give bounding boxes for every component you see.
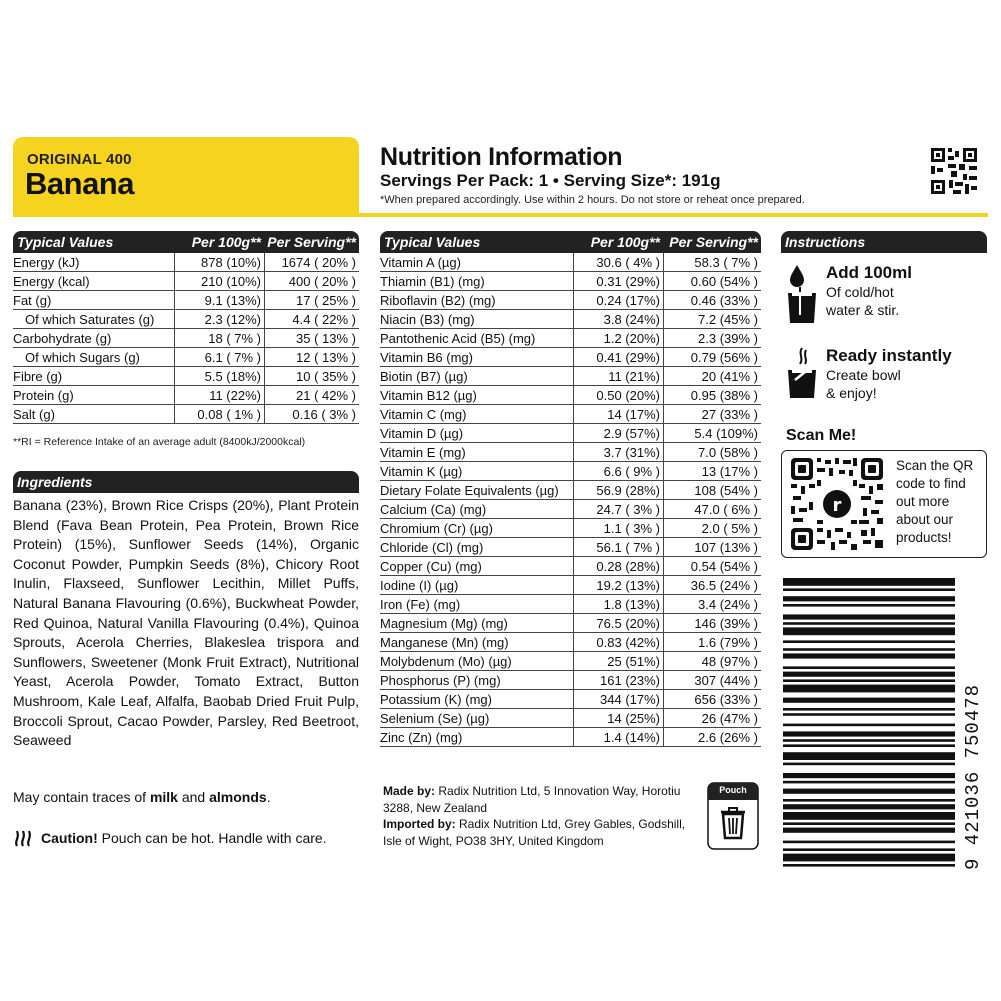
traces-suffix: .	[266, 789, 271, 805]
barcode-bar	[783, 789, 955, 794]
macro-table-row	[13, 405, 359, 424]
micro-table-header	[380, 231, 761, 253]
value-per-100g: 0.28 (28%)	[573, 557, 663, 575]
value-per-serving: 108 (54% )	[663, 481, 761, 499]
header-per-serving: Per Serving**	[267, 234, 356, 250]
macro-nutrition-table	[13, 231, 359, 424]
value-per-serving: 13 (17% )	[663, 462, 761, 480]
barcode-bar	[783, 752, 955, 760]
barcode-bar	[783, 627, 955, 635]
micro-table-body	[380, 253, 761, 747]
micro-table-row	[380, 709, 761, 728]
barcode-bar	[783, 781, 955, 784]
macro-table-row	[13, 329, 359, 348]
nutrient-name: Iron (Fe) (mg)	[380, 596, 461, 612]
nutrient-name: Fibre (g)	[13, 368, 63, 384]
micro-table-row	[380, 424, 761, 443]
micro-table-row	[380, 443, 761, 462]
value-per-serving: 1.6 (79% )	[663, 633, 761, 651]
nutrient-name: Selenium (Se) (µg)	[380, 710, 490, 726]
value-per-serving: 36.5 (24% )	[663, 576, 761, 594]
barcode-bar	[783, 731, 955, 736]
micro-table-row	[380, 405, 761, 424]
micro-table-row	[380, 538, 761, 557]
value-per-100g: 2.9 (57%)	[573, 424, 663, 442]
value-per-serving: 656 (33% )	[663, 690, 761, 708]
value-per-100g: 3.8 (24%)	[573, 310, 663, 328]
value-per-100g: 344 (17%)	[573, 690, 663, 708]
barcode-bar	[783, 679, 955, 682]
nutrient-name: Pantothenic Acid (B5) (mg)	[380, 330, 536, 346]
macro-table-row	[13, 291, 359, 310]
value-per-100g: 18 ( 7% )	[174, 329, 264, 347]
value-per-serving: 48 (97% )	[663, 652, 761, 670]
barcode-bar	[783, 666, 955, 669]
nutrient-name: Molybdenum (Mo) (µg)	[380, 653, 512, 669]
value-per-100g: 11 (21%)	[573, 367, 663, 385]
value-per-100g: 14 (17%)	[573, 405, 663, 423]
value-per-100g: 56.9 (28%)	[573, 481, 663, 499]
nutrient-name: Fat (g)	[13, 292, 52, 308]
value-per-serving: 0.16 ( 3% )	[264, 405, 359, 423]
allergen-traces	[13, 789, 271, 805]
step2-title: Ready instantly	[826, 346, 952, 365]
water-drop-cup-icon	[786, 263, 818, 327]
value-per-100g: 76.5 (20%)	[573, 614, 663, 632]
nutrient-name: Zinc (Zn) (mg)	[380, 729, 463, 745]
barcode-bar	[783, 799, 955, 802]
value-per-100g: 0.50 (20%)	[573, 386, 663, 404]
value-per-serving: 21 ( 42% )	[264, 386, 359, 404]
macro-table-row	[13, 348, 359, 367]
traces-and: and	[177, 789, 210, 805]
barcode-bar	[783, 744, 955, 747]
micro-table-row	[380, 652, 761, 671]
nutrient-name: Of which Saturates (g)	[25, 311, 155, 327]
barcode-bar	[783, 763, 955, 766]
value-per-100g: 161 (23%)	[573, 671, 663, 689]
nutrient-name: Vitamin D (µg)	[380, 425, 464, 441]
value-per-serving: 27 (33% )	[663, 405, 761, 423]
value-per-100g: 1.1 ( 3% )	[573, 519, 663, 537]
ingredients-header	[13, 471, 359, 493]
step1-desc-line1: Of cold/hot	[826, 284, 894, 300]
traces-prefix: May contain traces of	[13, 789, 150, 805]
qr-code-icon	[931, 148, 977, 194]
micro-table-row	[380, 614, 761, 633]
micro-table-row	[380, 253, 761, 272]
micro-table-row	[380, 310, 761, 329]
macro-table-header	[13, 231, 359, 253]
nutrient-name: Manganese (Mn) (mg)	[380, 634, 509, 650]
barcode-bar	[783, 822, 955, 825]
barcode-bar	[783, 614, 955, 619]
value-per-100g: 0.08 ( 1% )	[174, 405, 264, 423]
barcode-bar	[783, 588, 955, 591]
barcode-bar	[783, 739, 955, 742]
micro-table-row	[380, 690, 761, 709]
allergen-almonds: almonds	[209, 789, 267, 805]
barcode-number: 9 421036 750478	[962, 683, 984, 870]
value-per-serving: 0.46 (33% )	[663, 291, 761, 309]
value-per-100g: 878 (10%)	[174, 253, 264, 271]
nutrient-name: Magnesium (Mg) (mg)	[380, 615, 508, 631]
value-per-serving: 2.0 ( 5% )	[663, 519, 761, 537]
micro-table-row	[380, 348, 761, 367]
barcode-bar	[783, 828, 955, 833]
value-per-100g: 1.2 (20%)	[573, 329, 663, 347]
value-per-serving: 20 (41% )	[663, 367, 761, 385]
nutrient-name: Chromium (Cr) (µg)	[380, 520, 493, 536]
micro-table-row	[380, 481, 761, 500]
value-per-100g: 25 (51%)	[573, 652, 663, 670]
nutrient-name: Potassium (K) (mg)	[380, 691, 492, 707]
value-per-100g: 210 (10%)	[174, 272, 264, 290]
value-per-serving: 10 ( 35% )	[264, 367, 359, 385]
value-per-100g: 0.24 (17%)	[573, 291, 663, 309]
product-range: ORIGINAL 400	[27, 151, 132, 168]
value-per-serving: 17 ( 25% )	[264, 291, 359, 309]
product-name: Banana	[25, 166, 134, 201]
barcode-bar	[783, 578, 955, 586]
value-per-serving: 47.0 ( 6% )	[663, 500, 761, 518]
barcode-bar	[783, 653, 955, 658]
nutrient-name: Niacin (B3) (mg)	[380, 311, 475, 327]
made-by-label: Made by:	[383, 784, 436, 798]
value-per-100g: 0.41 (29%)	[573, 348, 663, 366]
nutrient-name: Calcium (Ca) (mg)	[380, 501, 487, 517]
header-divider	[13, 213, 988, 217]
macro-table-row	[13, 310, 359, 329]
nutrient-name: Thiamin (B1) (mg)	[380, 273, 485, 289]
value-per-serving: 7.0 (58% )	[663, 443, 761, 461]
nutrient-name: Vitamin A (µg)	[380, 254, 461, 270]
pouch-label: Pouch	[719, 785, 747, 795]
barcode-bar	[783, 648, 955, 651]
preparation-note: *When prepared accordingly. Use within 2 hours. Do not store or reheat once prepared.	[380, 194, 805, 206]
barcode-bar	[783, 698, 955, 703]
nutrient-name: Carbohydrate (g)	[13, 330, 112, 346]
micro-table-row	[380, 595, 761, 614]
barcode-bar	[783, 812, 955, 820]
macro-table-row	[13, 253, 359, 272]
value-per-serving: 7.2 (45% )	[663, 310, 761, 328]
barcode-bar	[783, 773, 955, 778]
servings-info: Servings Per Pack: 1 • Serving Size*: 191g	[380, 171, 721, 190]
value-per-serving: 4.4 ( 22% )	[264, 310, 359, 328]
value-per-100g: 2.3 (12%)	[174, 310, 264, 328]
heat-icon	[13, 829, 33, 847]
reference-intake-note: **RI = Reference Intake of an average adult (8400kJ/2000kcal)	[13, 436, 306, 448]
step1-desc-line2: water & stir.	[826, 302, 900, 318]
value-per-serving: 0.60 (54% )	[663, 272, 761, 290]
nutrient-name: Riboflavin (B2) (mg)	[380, 292, 496, 308]
nutrient-name: Vitamin C (mg)	[380, 406, 467, 422]
micro-table-row	[380, 557, 761, 576]
value-per-serving: 0.54 (54% )	[663, 557, 761, 575]
barcode-bar	[783, 854, 955, 862]
value-per-serving: 0.79 (56% )	[663, 348, 761, 366]
barcode-bar	[783, 804, 955, 809]
nutrient-name: Biotin (B7) (µg)	[380, 368, 468, 384]
barcode-bar	[783, 713, 955, 716]
value-per-100g: 14 (25%)	[573, 709, 663, 727]
nutrient-name: Vitamin K (µg)	[380, 463, 463, 479]
instructions-heading: Instructions	[785, 234, 866, 250]
value-per-serving: 5.4 (109%)	[663, 424, 761, 442]
macro-table-row	[13, 367, 359, 386]
value-per-serving: 146 (39% )	[663, 614, 761, 632]
micro-table-row	[380, 272, 761, 291]
barcode-bar	[783, 672, 955, 677]
nutrient-name: Vitamin B12 (µg)	[380, 387, 477, 403]
scan-instructions: Scan the QR code to find out more about our products!	[896, 458, 974, 545]
barcode-bar	[783, 724, 955, 727]
value-per-100g: 6.6 ( 9% )	[573, 462, 663, 480]
value-per-serving: 12 ( 13% )	[264, 348, 359, 366]
value-per-100g: 30.6 ( 4% )	[573, 253, 663, 271]
nutrient-name: Vitamin E (mg)	[380, 444, 466, 460]
value-per-100g: 19.2 (13%)	[573, 576, 663, 594]
nutrient-name: Copper (Cu) (mg)	[380, 558, 482, 574]
micro-table-row	[380, 728, 761, 747]
step2-desc-line2: & enjoy!	[826, 385, 877, 401]
macro-table-row	[13, 386, 359, 405]
value-per-100g: 6.1 ( 7% )	[174, 348, 264, 366]
value-per-100g: 1.4 (14%)	[573, 728, 663, 746]
barcode	[783, 578, 988, 868]
header-per-100g: Per 100g**	[590, 234, 660, 250]
allergen-milk: milk	[149, 789, 178, 805]
value-per-100g: 0.31 (29%)	[573, 272, 663, 290]
nutrient-name: Iodine (I) (µg)	[380, 577, 459, 593]
value-per-serving: 35 ( 13% )	[264, 329, 359, 347]
qr-code[interactable]	[789, 456, 885, 552]
nutrient-name: Salt (g)	[13, 406, 55, 422]
instructions-header	[781, 231, 987, 253]
micro-table-row	[380, 500, 761, 519]
barcode-bar	[783, 604, 955, 607]
barcode-bar	[783, 685, 955, 693]
barcode-bar	[783, 848, 955, 851]
caution-note	[13, 829, 327, 847]
micro-table-row	[380, 291, 761, 310]
header-per-100g: Per 100g**	[191, 234, 261, 250]
micro-table-row	[380, 386, 761, 405]
nutrition-title: Nutrition Information	[380, 143, 623, 171]
value-per-serving: 2.3 (39% )	[663, 329, 761, 347]
micro-table-row	[380, 519, 761, 538]
made-by-text: Radix Nutrition Ltd, 5 Innovation Way, Horotiu 3288, New Zealand	[383, 784, 681, 815]
nutrient-name: Energy (kJ)	[13, 254, 80, 270]
manufacturer-info	[383, 783, 703, 849]
nutrient-name: Of which Sugars (g)	[25, 349, 140, 365]
micro-table-row	[380, 367, 761, 386]
nutrient-name: Phosphorus (P) (mg)	[380, 672, 501, 688]
imported-by-label: Imported by:	[383, 817, 456, 831]
nutrient-name: Energy (kcal)	[13, 273, 90, 289]
barcode-bar	[783, 841, 955, 844]
instruction-step-add-water	[786, 263, 912, 327]
micro-table-row	[380, 576, 761, 595]
header-typical-values: Typical Values	[17, 234, 114, 250]
made-by	[383, 783, 703, 816]
imported-by	[383, 816, 703, 849]
value-per-100g: 11 (22%)	[174, 386, 264, 404]
ingredients-list: Banana (23%), Brown Rice Crisps (20%), Plant Protein Blend (Fava Bean Protein, Pea Protein, Brown Rice Protein) (15%), Sunflower Seeds (14%), Organic Coconut Powder, Pumpkin Seeds (8%), Chicory Root Inulin, Flaxseed, Sunflower Lecithin, Millet Puffs, Natural Banana Flavouring (0.6%), Buckwheat Powder, Red Quinoa, Natural Vanilla Flavouring (0.4%), Quinoa Sprouts, Acerola Cherries, Blakeslea trispora and Sunflowers, Sweetener (Monk Fruit Extract), Nutritional Yeast, Acerola Powder, Tomato Extract, Button Mushroom, Kale Leaf, Alfalfa, Baobab Dried Fruit Pulp, Broccoli Sprout, Cacao Powder, Parsley, Red Beetroot, Seaweed	[13, 497, 359, 749]
instruction-step-ready	[786, 346, 952, 402]
value-per-100g: 9.1 (13%)	[174, 291, 264, 309]
value-per-serving: 400 ( 20% )	[264, 272, 359, 290]
barcode-bar	[783, 708, 955, 711]
scan-me-title: Scan Me!	[786, 427, 857, 444]
caution-text: Pouch can be hot. Handle with care.	[97, 830, 327, 846]
macro-table-row	[13, 272, 359, 291]
imported-by-text: Radix Nutrition Ltd, Grey Gables, Godshill, Isle of Wight, PO38 3HY, United Kingdom	[383, 817, 686, 848]
value-per-serving: 307 (44% )	[663, 671, 761, 689]
pouch-recycling-icon	[707, 782, 759, 850]
micro-table-row	[380, 329, 761, 348]
step1-title: Add 100ml	[826, 263, 912, 282]
micro-table-row	[380, 633, 761, 652]
nutrient-name: Vitamin B6 (mg)	[380, 349, 473, 365]
value-per-100g: 3.7 (31%)	[573, 443, 663, 461]
value-per-100g: 24.7 ( 3% )	[573, 500, 663, 518]
value-per-100g: 56.1 ( 7% )	[573, 538, 663, 556]
nutrient-name: Chloride (Cl) (mg)	[380, 539, 484, 555]
spoon-cup-icon	[786, 346, 818, 402]
barcode-bar	[783, 596, 955, 601]
value-per-serving: 58.3 ( 7% )	[663, 253, 761, 271]
barcode-bar	[783, 640, 955, 643]
micro-nutrition-table	[380, 231, 761, 747]
ingredients-heading: Ingredients	[17, 474, 93, 490]
value-per-serving: 2.6 (26% )	[663, 728, 761, 746]
barcode-bar	[783, 622, 955, 625]
qr-logo-letter: r	[832, 495, 842, 516]
value-per-100g: 5.5 (18%)	[174, 367, 264, 385]
nutrient-name: Protein (g)	[13, 387, 74, 403]
header-typical-values: Typical Values	[384, 234, 481, 250]
micro-table-row	[380, 462, 761, 481]
macro-table-body	[13, 253, 359, 424]
value-per-100g: 1.8 (13%)	[573, 595, 663, 613]
value-per-serving: 26 (47% )	[663, 709, 761, 727]
value-per-serving: 0.95 (38% )	[663, 386, 761, 404]
value-per-100g: 0.83 (42%)	[573, 633, 663, 651]
caution-label: Caution!	[41, 830, 98, 846]
value-per-serving: 107 (13% )	[663, 538, 761, 556]
barcode-bar	[783, 864, 955, 867]
value-per-serving: 3.4 (24% )	[663, 595, 761, 613]
value-per-serving: 1674 ( 20% )	[264, 253, 359, 271]
header-per-serving: Per Serving**	[669, 234, 758, 250]
step2-desc-line1: Create bowl	[826, 367, 901, 383]
nutrient-name: Dietary Folate Equivalents (µg)	[380, 482, 559, 498]
micro-table-row	[380, 671, 761, 690]
